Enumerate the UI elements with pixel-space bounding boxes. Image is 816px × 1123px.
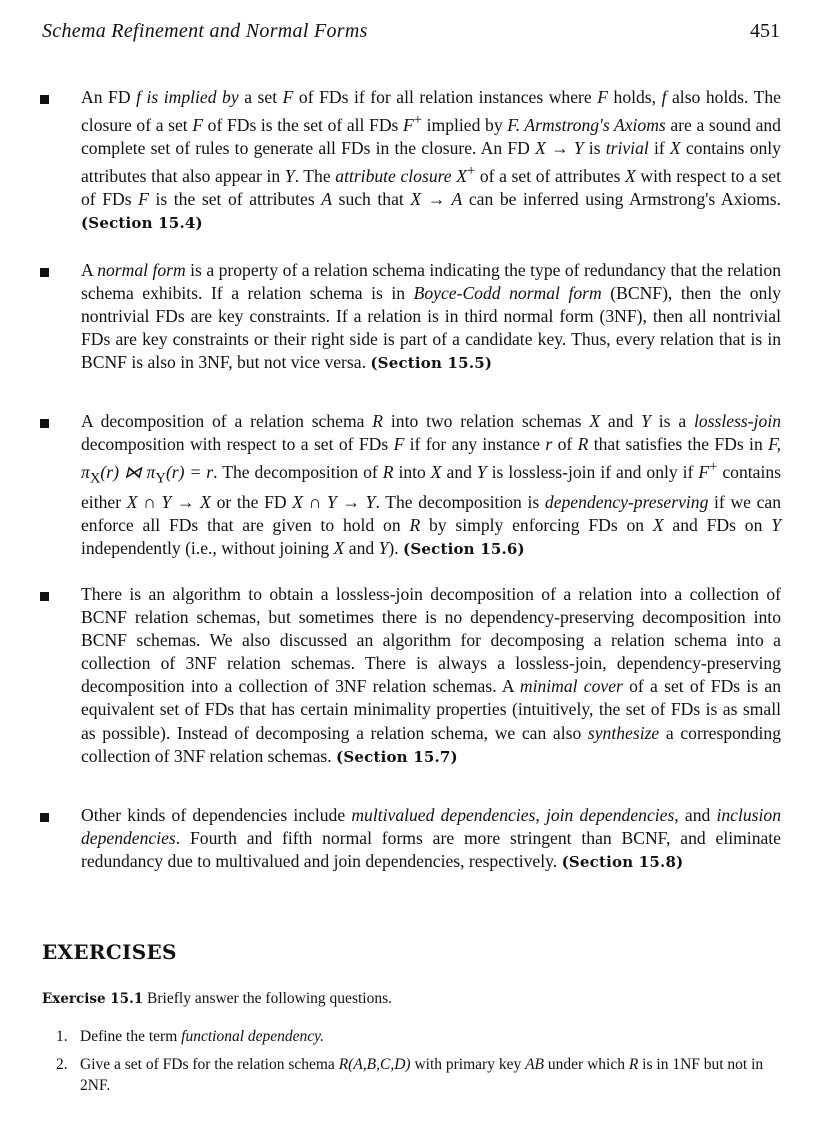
bullet-square-icon — [40, 419, 49, 428]
exercise-intro: Exercise 15.1 Briefly answer the following questions. — [42, 990, 392, 1007]
section-ref: (Section 15.6) — [403, 539, 525, 558]
bullet-text: Other kinds of dependencies include multivalued dependencies, join dependencies, and inclusion dependencies. Fourth and fifth normal forms are more stringent than BCNF, and eliminate redundancy due to multivalued and join dependencies, respectively. (Section 15.8) — [81, 805, 781, 872]
bullet-text: An FD f is implied by a set F of FDs if for all relation instances where F holds, f also holds. The closure of a set F of FDs is the set of all FDs F+ implied by F. Armstrong's Axioms are a sound and complete set of rules to generate all FDs in the closure. An FD X → Y is trivial if X contains only attributes that also appear in Y. The attribute closure X+ of a set of attributes X with respect to a set of FDs F is the set of attributes A such that X → A can be inferred using Armstrong's Axioms. (Section 15.4) — [81, 87, 781, 233]
bullet-square-icon — [40, 95, 49, 104]
section-ref: (Section 15.4) — [81, 214, 203, 233]
bullet-text: There is an algorithm to obtain a lossless-join decomposition of a relation into a collection of BCNF relation schemas, but sometimes there is no dependency-preserving decomposition into BCNF schemas. We also discussed an algorithm for decomposing a relation schema into a collection of 3NF relation schemas. There is always a lossless-join, dependency-preserving decomposition into a collection of 3NF relation schemas. A minimal cover of a set of FDs is an equivalent set of FDs that has certain minimality properties (intuitively, the set of FDs is as small as possible). Instead of decomposing a relation schema, we can also synthesize a corresponding collection of 3NF relation schemas. (Section 15.7) — [81, 584, 781, 766]
page-number: 451 — [750, 20, 780, 42]
section-ref: (Section 15.5) — [370, 354, 493, 373]
section-ref: (Section 15.8) — [561, 853, 684, 872]
bullet-square-icon — [40, 813, 49, 822]
bullet-square-icon — [40, 268, 49, 277]
bullet-square-icon — [40, 592, 49, 601]
bullet-text: A decomposition of a relation schema R into two relation schemas X and Y is a lossless-join decomposition with respect to a set of FDs F if for any instance r of R that satisfies the FDs in F, $\pi_X(r)$ ⋈ $\pi_Y(r) = r$. The decomposition of R into X and Y is lossless-join if and only if F+ contains either X ∩ Y → X or the FD X ∩ Y → Y. The decomposition is dependency-preserving if we can enforce all FDs that are given to hold on R by simply enforcing FDs on X and FDs on Y independently (i.e., without joining X and Y). (Section 15.6) — [81, 411, 782, 558]
exercises-heading: EXERCISES — [42, 940, 177, 964]
running-header — [42, 20, 782, 50]
exercise-label: Exercise 15.1 — [42, 991, 144, 1007]
chapter-title: Schema Refinement and Normal Forms — [42, 20, 368, 42]
section-ref: (Section 15.7) — [336, 747, 458, 766]
bullet-text: A normal form is a property of a relation schema indicating the type of redundancy that the relation schema exhibits. If a relation schema is in Boyce-Codd normal form (BCNF), then the only nontrivial FDs are key constraints. If a relation is in third normal form (3NF), then all nontrivial FDs are key constraints or their right side is part of a candidate key. Thus, every relation that is in BCNF is also in 3NF, but not vice versa. (Section 15.5) — [81, 260, 782, 373]
